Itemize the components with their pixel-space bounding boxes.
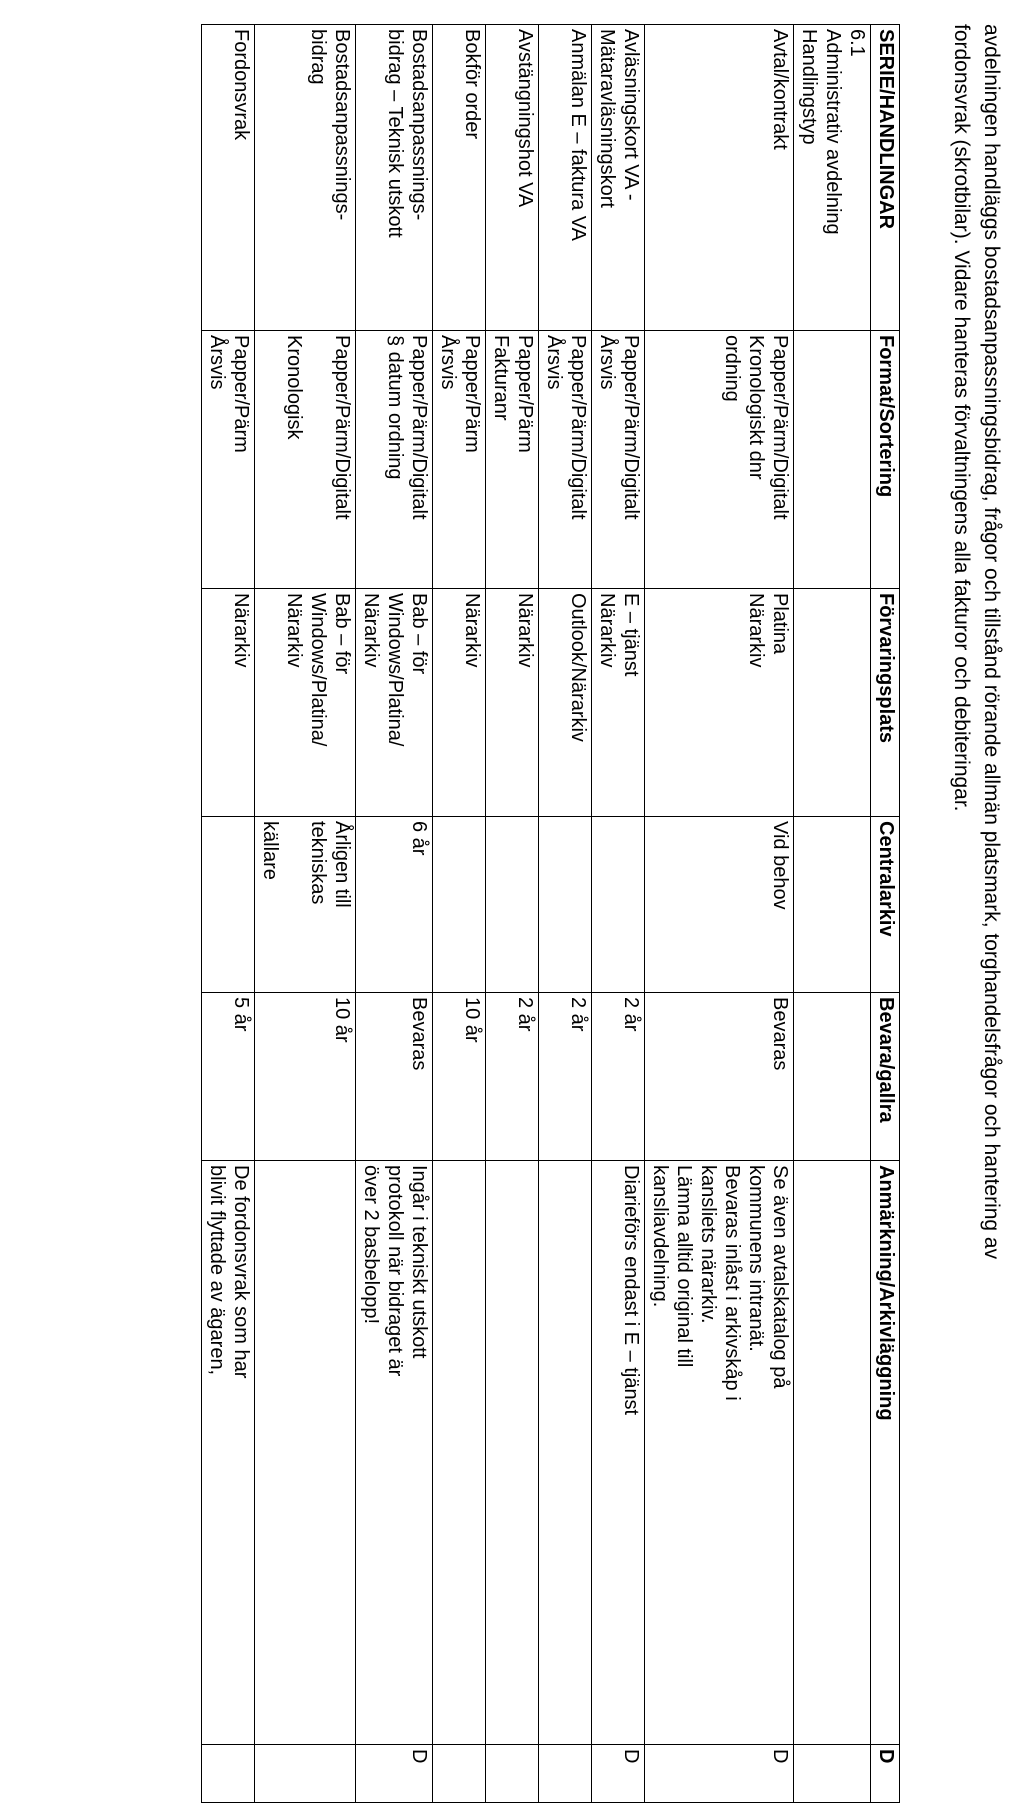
cell-bevara: 5 år xyxy=(202,993,255,1161)
empty-cell xyxy=(794,1161,871,1745)
cell-anmarkning: Se även avtalskatalog på kommunens intranät. Bevaras inlåst i arkivskåp i kansliets närarkiv. Lämna alltid original till kansliavdelning. xyxy=(645,1161,794,1745)
cell-bevara: Bevaras xyxy=(645,993,794,1161)
cell-centralarkiv: 6 år xyxy=(356,817,433,993)
section-subheading: Handlingstyp xyxy=(798,29,820,145)
cell-centralarkiv xyxy=(486,817,539,993)
cell-plats: Närarkiv xyxy=(486,589,539,817)
cell-format: Papper/Pärm/Digitalt Årsvis xyxy=(592,331,645,589)
archive-table xyxy=(201,24,900,1803)
cell-plats: Närarkiv xyxy=(202,589,255,817)
cell-centralarkiv xyxy=(202,817,255,993)
header-row xyxy=(871,25,900,1803)
table-row xyxy=(486,25,539,1803)
cell-centralarkiv xyxy=(539,817,592,993)
cell-d xyxy=(486,1745,539,1803)
cell-anmarkning xyxy=(539,1161,592,1745)
section-number: 6.1 xyxy=(846,29,868,57)
cell-format: Papper/Pärm Årsvis xyxy=(202,331,255,589)
cell-bevara: 10 år xyxy=(255,993,356,1161)
cell-anmarkning: Diarieförs endast i E – tjänst xyxy=(592,1161,645,1745)
empty-cell xyxy=(794,589,871,817)
empty-cell xyxy=(794,1745,871,1803)
cell-format: Papper/Pärm Fakturanr xyxy=(486,331,539,589)
header-serie: SERIE/HANDLINGAR xyxy=(871,25,900,331)
header-format: Format/Sortering xyxy=(871,331,900,589)
empty-cell xyxy=(794,331,871,589)
cell-plats: E – tjänst Närarkiv xyxy=(592,589,645,817)
table-row xyxy=(356,25,433,1803)
cell-d: D xyxy=(592,1745,645,1803)
table-row xyxy=(433,25,486,1803)
cell-serie: Anmälan E – faktura VA xyxy=(539,25,592,331)
rows-body xyxy=(202,25,794,1803)
cell-d xyxy=(255,1745,356,1803)
cell-plats: Bab – för Windows/Platina/ Närarkiv xyxy=(356,589,433,817)
cell-d xyxy=(433,1745,486,1803)
cell-bevara: Bevaras xyxy=(356,993,433,1161)
cell-serie: Bokför order xyxy=(433,25,486,331)
cell-serie: Bostadsanpassnings- bidrag – Teknisk utskott xyxy=(356,25,433,331)
cell-format: Papper/Pärm/Digitalt § datum ordning xyxy=(356,331,433,589)
cell-format: Papper/Pärm/Digitalt Kronologisk xyxy=(255,331,356,589)
cell-serie: Bostadsanpassnings- bidrag xyxy=(255,25,356,331)
intro-line-2: fordonsvrak (skrotbilar). Vidare hanteras förvaltningens alla fakturor och debiteringar. xyxy=(950,24,973,812)
empty-cell xyxy=(794,817,871,993)
cell-anmarkning xyxy=(486,1161,539,1745)
cell-serie: Avstängningshot VA xyxy=(486,25,539,331)
cell-anmarkning: Ingår i tekniskt utskott protokoll när bidraget är över 2 basbelopp! xyxy=(356,1161,433,1745)
cell-anmarkning: De fordonsvrak som har blivit flyttade av ägaren, xyxy=(202,1161,255,1745)
cell-serie: Fordonsvrak xyxy=(202,25,255,331)
cell-plats: Outlook/Närarkiv xyxy=(539,589,592,817)
cell-format: Papper/Pärm/Digitalt Årsvis xyxy=(539,331,592,589)
cell-format: Papper/Pärm Årsvis xyxy=(433,331,486,589)
cell-d: D xyxy=(645,1745,794,1803)
table-row xyxy=(255,25,356,1803)
cell-d xyxy=(539,1745,592,1803)
intro-text xyxy=(946,24,1006,1784)
cell-centralarkiv: Vid behov xyxy=(645,817,794,993)
cell-bevara: 2 år xyxy=(486,993,539,1161)
table-row xyxy=(592,25,645,1803)
header-bevara: Bevara/gallra xyxy=(871,993,900,1161)
cell-centralarkiv xyxy=(592,817,645,993)
table-row xyxy=(202,25,255,1803)
header-centralarkiv: Centralarkiv xyxy=(871,817,900,993)
cell-bevara: 2 år xyxy=(539,993,592,1161)
cell-serie: Avläsningskort VA - Mätaravläsningskort xyxy=(592,25,645,331)
cell-plats: Platina Närarkiv xyxy=(645,589,794,817)
header-d: D xyxy=(871,1745,900,1803)
cell-centralarkiv: Årligen till tekniskas källare xyxy=(255,817,356,993)
cell-bevara: 10 år xyxy=(433,993,486,1161)
cell-plats: Närarkiv xyxy=(433,589,486,817)
intro-line-1: avdelningen handläggs bostadsanpassningsbidrag, frågor och tillstånd rörande allmän platsmark, torghandelsfrågor och hantering av xyxy=(980,24,1003,1260)
section-cell xyxy=(794,25,871,331)
section-row xyxy=(794,25,871,1803)
cell-format: Papper/Pärm/Digitalt Kronologiskt dnr ordning xyxy=(645,331,794,589)
cell-anmarkning xyxy=(255,1161,356,1745)
header-anmarkning: Anmärkning/Arkivläggning xyxy=(871,1161,900,1745)
table-row xyxy=(645,25,794,1803)
header-plats: Förvaringsplats xyxy=(871,589,900,817)
cell-bevara: 2 år xyxy=(592,993,645,1161)
cell-plats: Bab – för Windows/Platina/ Närarkiv xyxy=(255,589,356,817)
cell-d: D xyxy=(356,1745,433,1803)
cell-anmarkning xyxy=(433,1161,486,1745)
cell-serie: Avtal/kontrakt xyxy=(645,25,794,331)
section-title: Administrativ avdelning xyxy=(822,29,844,235)
table-row xyxy=(539,25,592,1803)
empty-cell xyxy=(794,993,871,1161)
cell-d xyxy=(202,1745,255,1803)
cell-centralarkiv xyxy=(433,817,486,993)
